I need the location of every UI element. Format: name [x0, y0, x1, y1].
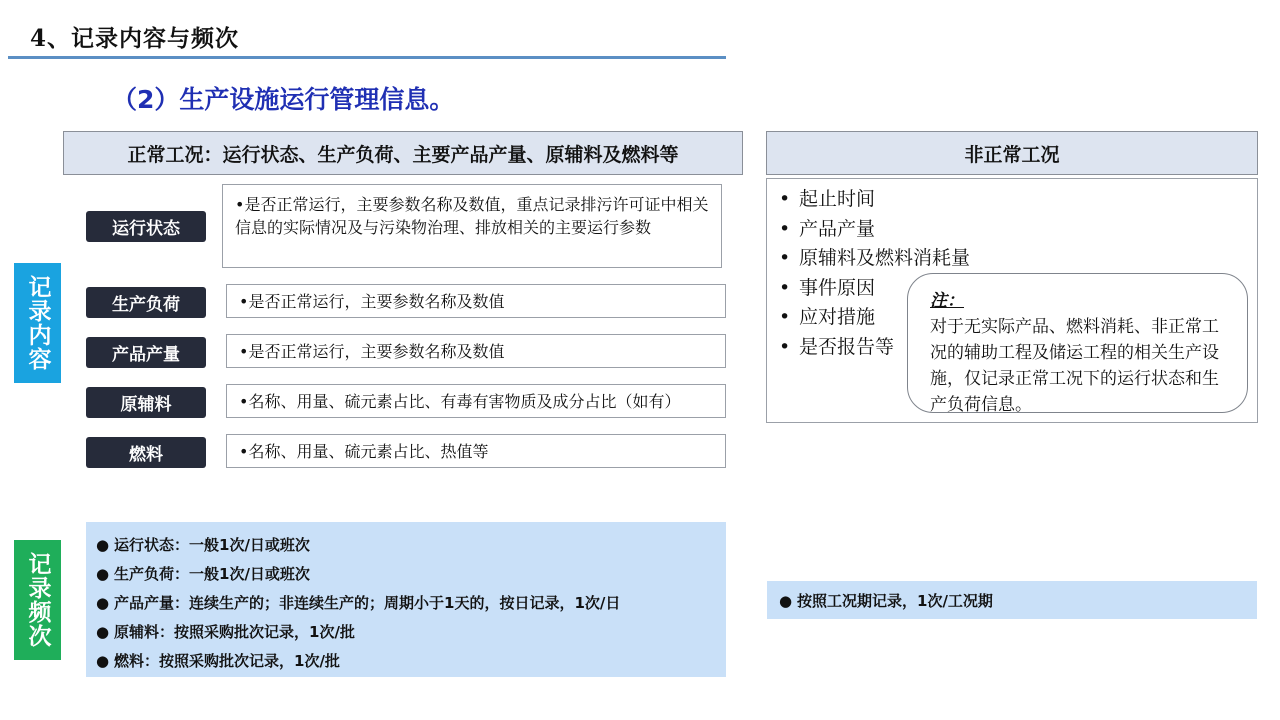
list-item: ● 运行状态：一般1次/日或班次 — [96, 536, 310, 554]
note-text: 对于无实际产品、燃料消耗、非正常工况的辅助工程及储运工程的相关生产设施，仅记录正常工况下的运行状态和生产负荷信息。 — [930, 317, 1219, 415]
list-item: • 产品产量 — [779, 217, 876, 240]
subtitle: （2）生产设施运行管理信息。 — [112, 85, 455, 114]
note-callout — [907, 273, 1248, 413]
record-content-tab — [14, 263, 61, 383]
record-frequency-tab-label: 记录频次 — [24, 552, 51, 648]
normal-condition-header: 正常工况：运行状态、生产负荷、主要产品产量、原辅料及燃料等 — [63, 131, 743, 175]
label-raw-materials: 原辅料 — [86, 387, 206, 418]
desc-raw-materials: •名称、用量、硫元素占比、有毒有害物质及成分占比（如有） — [226, 384, 726, 418]
list-item: ● 产品产量：连续生产的；非连续生产的；周期小于1天的，按日记录，1次/日 — [96, 594, 621, 612]
normal-frequency-list — [96, 531, 726, 676]
label-running-status: 运行状态 — [86, 211, 206, 242]
desc-product-output: •是否正常运行，主要参数名称及数值 — [226, 334, 726, 368]
note-title: 注： — [930, 291, 964, 311]
record-frequency-tab — [14, 540, 61, 660]
abnormal-frequency-item: ● 按照工况期记录，1次/工况期 — [779, 591, 993, 610]
list-item: • 事件原因 — [779, 276, 876, 299]
label-product-output: 产品产量 — [86, 337, 206, 368]
list-item: • 是否报告等 — [779, 335, 895, 358]
abnormal-condition-header: 非正常工况 — [766, 131, 1258, 175]
list-item: • 应对措施 — [779, 306, 876, 328]
desc-production-load: •是否正常运行，主要参数名称及数值 — [226, 284, 726, 318]
label-fuel: 燃料 — [86, 437, 206, 468]
title-divider — [8, 56, 726, 59]
list-item: ● 燃料：按照采购批次记录，1次/批 — [96, 652, 340, 670]
list-item: ● 生产负荷：一般1次/日或班次 — [96, 565, 310, 583]
record-content-tab-label: 记录内容 — [24, 275, 51, 371]
section-title: 4、记录内容与频次 — [30, 25, 240, 52]
desc-running-status: •是否正常运行，主要参数名称及数值，重点记录排污许可证中相关信息的实际情况及与污染物治理、排放相关的主要运行参数 — [222, 184, 722, 268]
list-item: • 原辅料及燃料消耗量 — [779, 247, 971, 269]
label-production-load: 生产负荷 — [86, 287, 206, 318]
list-item: • 起止时间 — [779, 188, 876, 210]
abnormal-frequency-box — [767, 581, 1257, 619]
list-item: ● 原辅料：按照采购批次记录，1次/批 — [96, 623, 355, 641]
desc-fuel: •名称、用量、硫元素占比、热值等 — [226, 434, 726, 468]
normal-frequency-box — [86, 522, 726, 677]
